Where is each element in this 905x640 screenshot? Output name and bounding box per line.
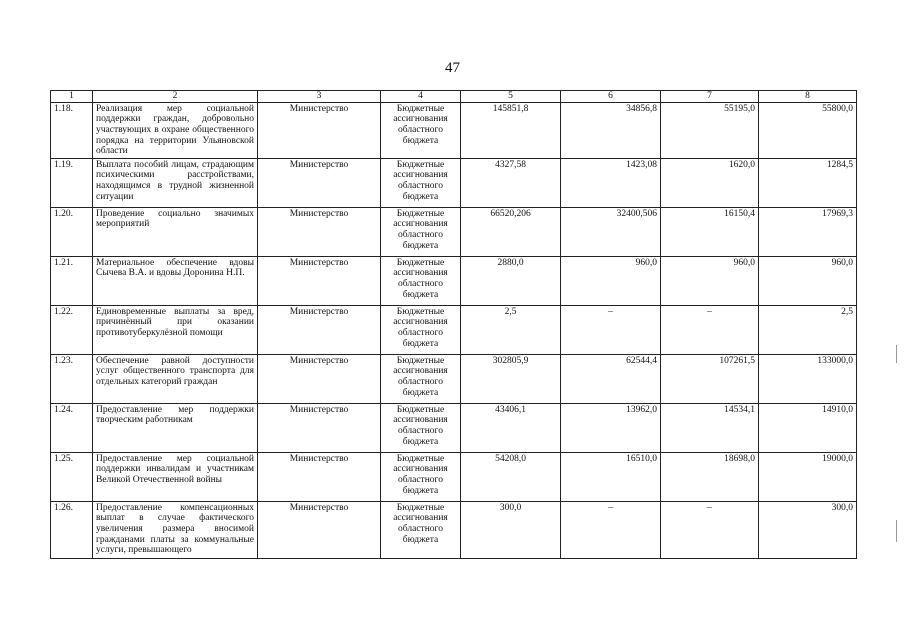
value-col6: 32400,506	[561, 207, 661, 256]
funding-source: Бюджетные ассигнования областного бюджета	[381, 501, 461, 558]
table-row	[51, 305, 857, 354]
row-number: 1.22.	[51, 305, 93, 354]
funding-source: Бюджетные ассигнования областного бюджета	[381, 452, 461, 501]
value-col6: 1423,08	[561, 158, 661, 207]
value-col7: 14534,1	[661, 403, 759, 452]
executor: Министерство	[258, 158, 381, 207]
header-cell: 6	[561, 91, 661, 103]
funding-source: Бюджетные ассигнования областного бюджета	[381, 403, 461, 452]
row-number: 1.20.	[51, 207, 93, 256]
header-row	[51, 91, 857, 103]
executor: Министерство	[258, 452, 381, 501]
header-cell: 7	[661, 91, 759, 103]
row-number: 1.25.	[51, 452, 93, 501]
value-col6: 960,0	[561, 256, 661, 305]
executor: Министерство	[258, 403, 381, 452]
executor: Министерство	[258, 305, 381, 354]
table-row	[51, 102, 857, 158]
value-total: 66520,206	[461, 207, 561, 256]
budget-table	[50, 90, 857, 559]
funding-source: Бюджетные ассигнования областного бюджета	[381, 256, 461, 305]
value-total: 302805,9	[461, 354, 561, 403]
table-row	[51, 354, 857, 403]
value-total: 300,0	[461, 501, 561, 558]
value-col8: 1284,5	[759, 158, 857, 207]
executor: Министерство	[258, 256, 381, 305]
value-total: 54208,0	[461, 452, 561, 501]
scan-mark	[896, 520, 897, 542]
value-col7: –	[661, 305, 759, 354]
row-number: 1.18.	[51, 102, 93, 158]
header-cell: 4	[381, 91, 461, 103]
value-col8: 960,0	[759, 256, 857, 305]
row-number: 1.24.	[51, 403, 93, 452]
table-row	[51, 207, 857, 256]
value-total: 145851,8	[461, 102, 561, 158]
value-col8: 133000,0	[759, 354, 857, 403]
value-col7: 107261,5	[661, 354, 759, 403]
measure-name: Проведение социально значимых мероприятий	[93, 207, 258, 256]
funding-source: Бюджетные ассигнования областного бюджета	[381, 158, 461, 207]
measure-name: Предоставление мер поддержки творческим работникам	[93, 403, 258, 452]
executor: Министерство	[258, 102, 381, 158]
value-col6: 16510,0	[561, 452, 661, 501]
value-col7: 16150,4	[661, 207, 759, 256]
value-col8: 19000,0	[759, 452, 857, 501]
value-col7: 18698,0	[661, 452, 759, 501]
header-cell: 5	[461, 91, 561, 103]
value-total: 2,5	[461, 305, 561, 354]
value-col6: 34856,8	[561, 102, 661, 158]
row-number: 1.26.	[51, 501, 93, 558]
funding-source: Бюджетные ассигнования областного бюджета	[381, 305, 461, 354]
value-col7: 55195,0	[661, 102, 759, 158]
executor: Министерство	[258, 207, 381, 256]
value-col8: 2,5	[759, 305, 857, 354]
header-cell: 8	[759, 91, 857, 103]
value-total: 2880,0	[461, 256, 561, 305]
executor: Министерство	[258, 501, 381, 558]
header-cell: 3	[258, 91, 381, 103]
value-col8: 17969,3	[759, 207, 857, 256]
value-col6: 13962,0	[561, 403, 661, 452]
measure-name: Материальное обеспечение вдовы Сычева В.А. и вдовы Доронина Н.П.	[93, 256, 258, 305]
measure-name: Реализация мер социальной поддержки граждан, добровольно участвующих в охране общественного порядка на территории Ульяновской области	[93, 102, 258, 158]
value-total: 4327,58	[461, 158, 561, 207]
table-row	[51, 256, 857, 305]
funding-source: Бюджетные ассигнования областного бюджета	[381, 354, 461, 403]
value-col6: 62544,4	[561, 354, 661, 403]
funding-source: Бюджетные ассигнования областного бюджета	[381, 207, 461, 256]
measure-name: Предоставление мер социальной поддержки инвалидам и участникам Великой Отечественной войны	[93, 452, 258, 501]
value-col7: –	[661, 501, 759, 558]
value-col8: 14910,0	[759, 403, 857, 452]
table-row	[51, 158, 857, 207]
table-row	[51, 403, 857, 452]
value-col8: 300,0	[759, 501, 857, 558]
measure-name: Обеспечение равной доступности услуг общественного транспорта для отдельных категорий граждан	[93, 354, 258, 403]
executor: Министерство	[258, 354, 381, 403]
row-number: 1.21.	[51, 256, 93, 305]
measure-name: Выплата пособий лицам, страдающим психическими расстройствами, находящимся в трудной жизненной ситуации	[93, 158, 258, 207]
row-number: 1.23.	[51, 354, 93, 403]
row-number: 1.19.	[51, 158, 93, 207]
value-col6: –	[561, 305, 661, 354]
page-number: 47	[445, 60, 460, 76]
header-cell: 1	[51, 91, 93, 103]
value-col8: 55800,0	[759, 102, 857, 158]
measure-name: Предоставление компенсационных выплат в случае фактического увеличения размера вносимой гражданами платы за коммунальные услуги, превышающего	[93, 501, 258, 558]
header-cell: 2	[93, 91, 258, 103]
value-col6: –	[561, 501, 661, 558]
value-col7: 960,0	[661, 256, 759, 305]
value-col7: 1620,0	[661, 158, 759, 207]
table-row	[51, 501, 857, 558]
measure-name: Единовременные выплаты за вред, причинённый при оказании противотуберкулёзной помощи	[93, 305, 258, 354]
table-row	[51, 452, 857, 501]
funding-source: Бюджетные ассигнования областного бюджета	[381, 102, 461, 158]
value-total: 43406,1	[461, 403, 561, 452]
scan-mark	[896, 345, 897, 363]
